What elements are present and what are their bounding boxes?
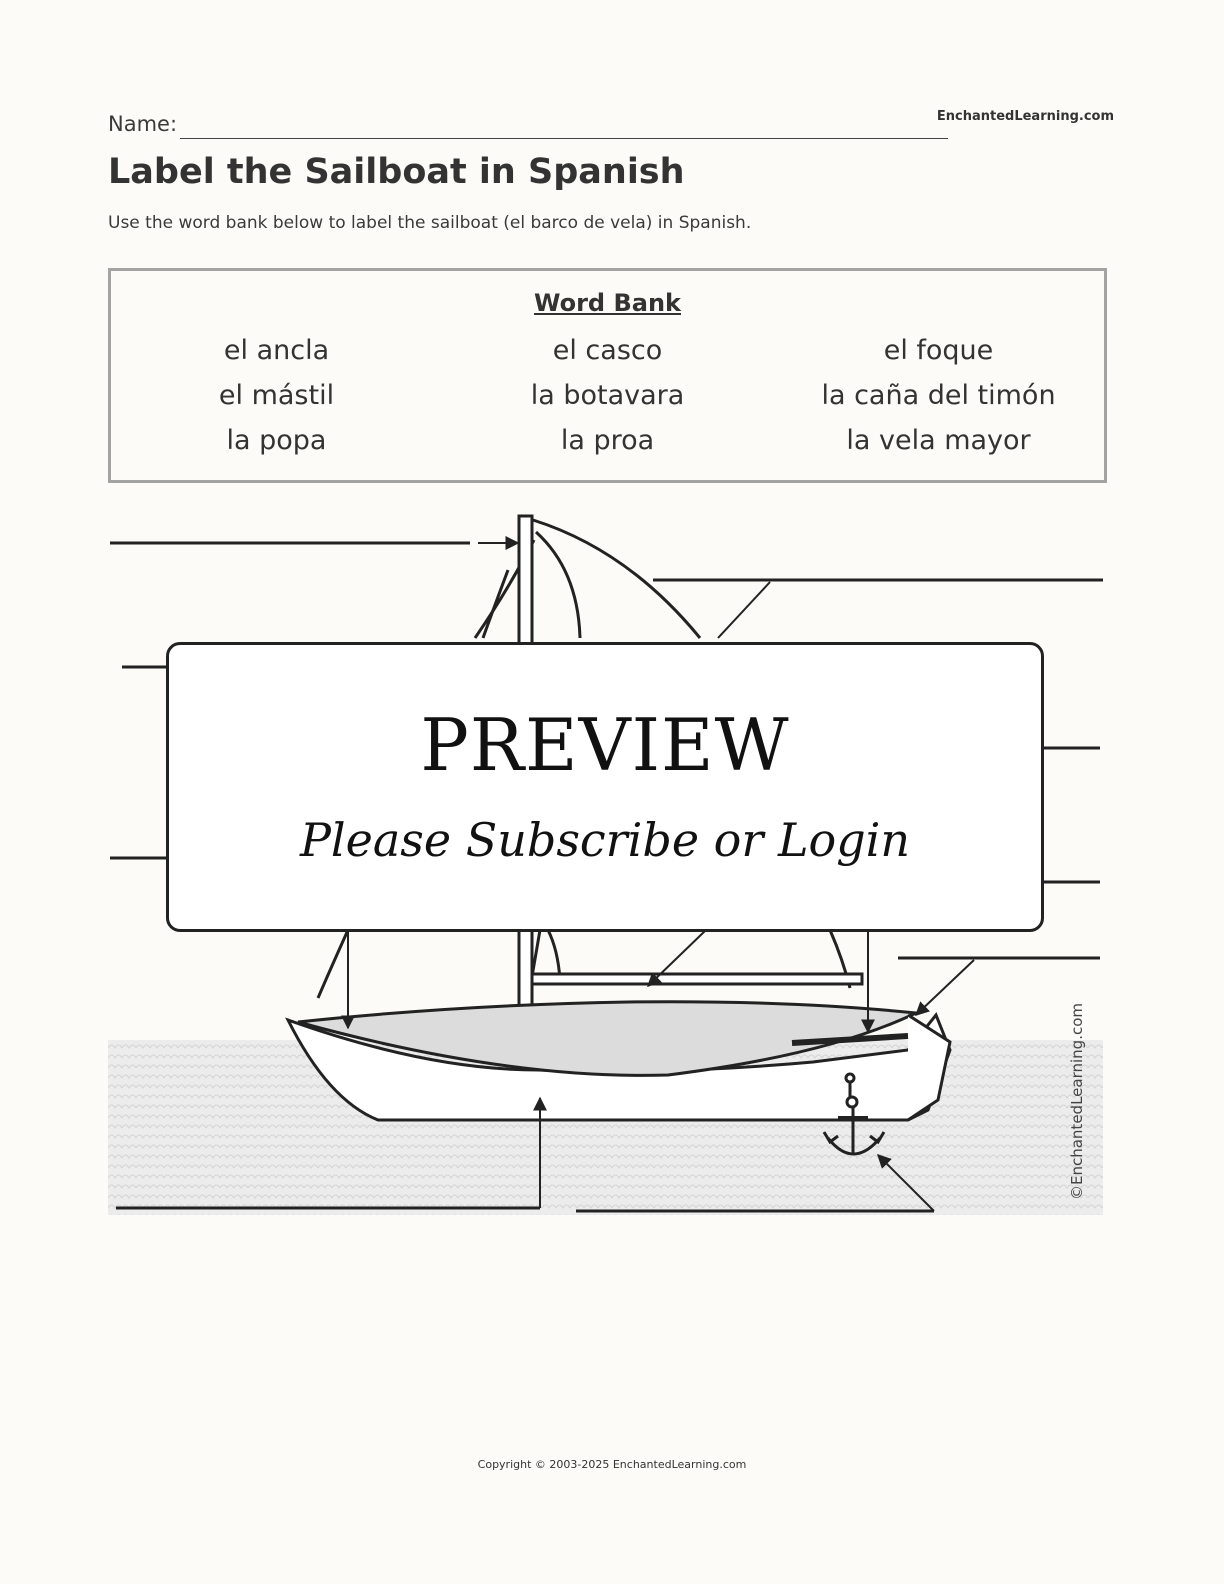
preview-title: PREVIEW	[420, 703, 790, 787]
word-bank-item: la vela mayor	[846, 425, 1031, 456]
boom	[532, 974, 862, 984]
word-bank-item: la caña del timón	[821, 380, 1056, 411]
hull	[288, 1002, 950, 1120]
word-bank-item: el foque	[883, 335, 994, 366]
word-bank-item: la proa	[560, 425, 655, 456]
instructions: Use the word bank below to label the sailboat (el barco de vela) in Spanish.	[108, 213, 752, 233]
subscribe-login-prompt[interactable]: Please Subscribe or Login	[299, 813, 911, 867]
name-field-line[interactable]	[180, 138, 948, 139]
name-row	[108, 108, 948, 140]
footer-copyright: Copyright © 2003-2025 EnchantedLearning.com	[477, 1458, 747, 1471]
name-label: Name:	[108, 112, 178, 136]
word-bank	[108, 268, 1107, 483]
page-title: Label the Sailboat in Spanish	[108, 152, 685, 192]
word-bank-item: el ancla	[223, 335, 330, 366]
diagram-watermark: ©EnchantedLearning.com	[1068, 1003, 1086, 1200]
word-bank-item: la popa	[226, 425, 327, 456]
word-bank-title: Word Bank	[533, 289, 681, 317]
brand-link[interactable]: EnchantedLearning.com	[936, 109, 1114, 124]
word-bank-item: el mástil	[218, 380, 335, 411]
word-bank-item: la botavara	[530, 380, 685, 411]
word-bank-grid	[111, 333, 1104, 459]
word-bank-item: el casco	[552, 335, 663, 366]
preview-overlay[interactable]	[166, 642, 1044, 932]
